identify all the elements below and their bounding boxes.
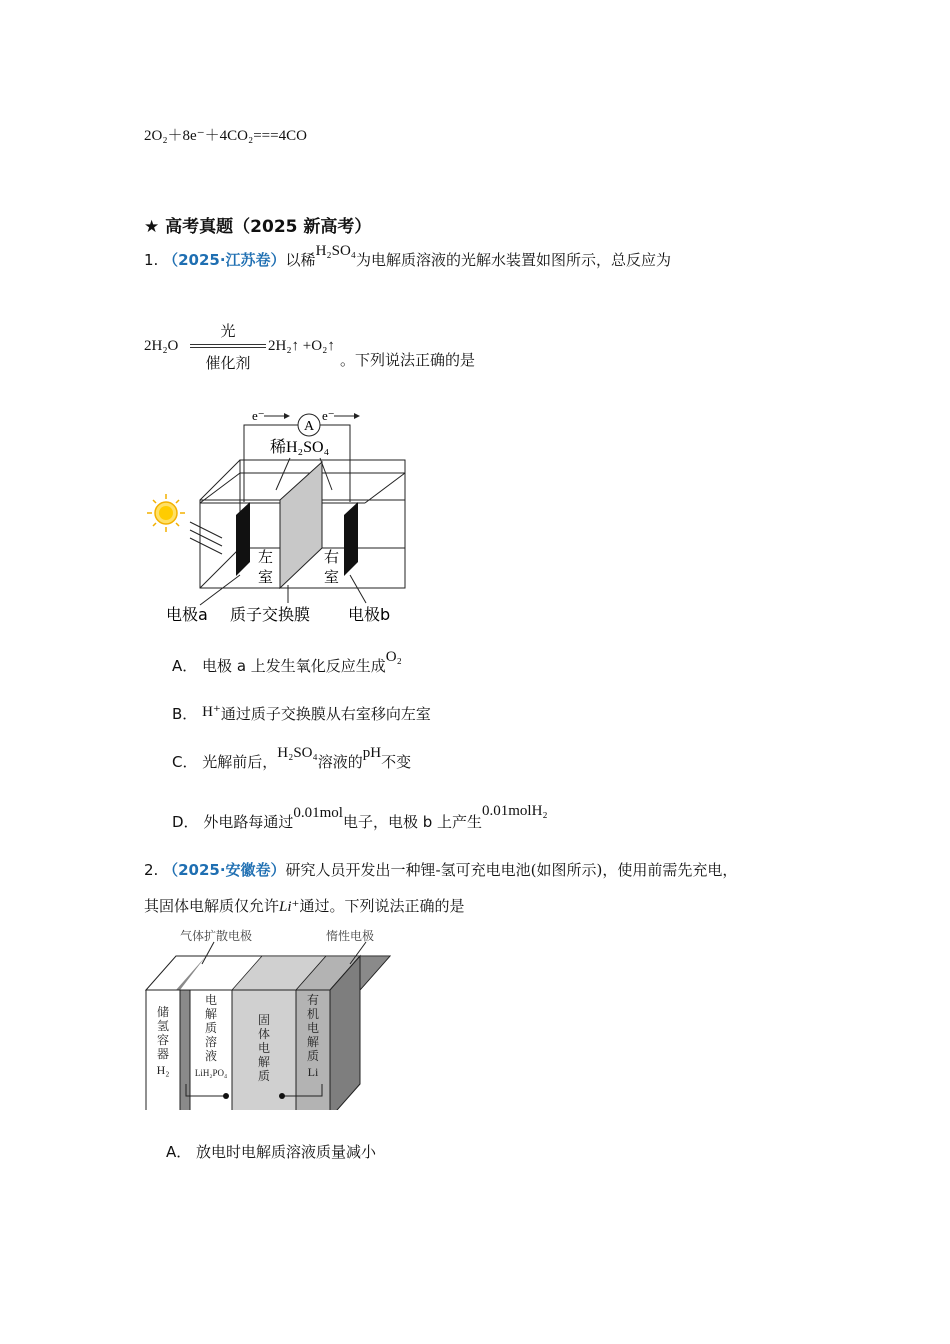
ion-formula: Li⁺: [279, 899, 300, 915]
question-source: （2025·安徽卷）: [163, 861, 286, 879]
question-number: 1.: [144, 251, 159, 269]
option-text: 电极 a 上发生氧化反应生成: [202, 657, 386, 675]
products: 2H₂↑ +O₂↑: [268, 338, 335, 354]
left-chamber-bottom: 室: [258, 568, 274, 586]
box2-formula: LiH₂PO₄: [194, 1068, 228, 1078]
option-formula: H⁺: [202, 704, 221, 720]
pointer-line: [276, 458, 290, 490]
box3-label: 固: [257, 1013, 271, 1027]
section-title: ★ 高考真题（2025 新高考）: [144, 217, 372, 237]
solution-label: 稀H₂SO₄: [270, 439, 330, 456]
condition-bottom: 催化剂: [205, 356, 251, 372]
option-formula: 0.01molH₂: [482, 803, 548, 819]
stem-text: 为电解质溶液的光解水装置如图所示，总反应为: [356, 251, 672, 269]
reaction-tail: 。下列说法正确的是: [340, 351, 476, 369]
photolysis-diagram: [140, 400, 430, 630]
battery-diagram: [140, 924, 400, 1110]
sun-icon: [147, 494, 185, 532]
option-text: 溶液的: [317, 753, 363, 771]
reactant: 2H₂O: [144, 338, 179, 354]
question-2-stem-line2: [144, 896, 464, 917]
option-letter: A．: [166, 1143, 192, 1161]
box1-label: 储: [156, 1005, 170, 1019]
option-formula: 0.01mol: [293, 805, 343, 821]
box4-label: 电: [306, 1021, 320, 1035]
pointer-line: [200, 575, 240, 605]
inert-electrode-label: 惰性电极: [326, 929, 375, 943]
box1-label: 器: [156, 1047, 170, 1061]
right-chamber-top: 右: [324, 548, 340, 566]
option-formula: pH: [362, 745, 382, 761]
right-chamber-bottom: 室: [324, 568, 340, 586]
box2-label: 电: [204, 993, 218, 1007]
question-number: 2.: [144, 861, 159, 879]
box4-formula: Li: [307, 1065, 319, 1079]
equals-line: [190, 344, 266, 345]
option-letter: B．: [172, 705, 198, 723]
box2-label: 液: [204, 1049, 218, 1063]
q2-option-a[interactable]: [166, 1142, 376, 1162]
box1-formula: H₂: [156, 1063, 170, 1077]
box4-label: 质: [306, 1049, 320, 1063]
option-letter: C．: [172, 753, 198, 771]
box4-label: 解: [306, 1035, 320, 1049]
option-formula: O₂: [385, 649, 402, 665]
stem-text: 通过。下列说法正确的是: [299, 897, 465, 915]
electron-label-left: e⁻: [252, 408, 265, 423]
question-2-stem: [144, 860, 737, 880]
box3-label: 质: [257, 1069, 271, 1083]
stem-text: 研究人员开发出一种锂-氢可充电电池(如图所示)，使用前需先充电，: [285, 861, 738, 879]
option-d[interactable]: [172, 803, 548, 833]
option-letter: A．: [172, 657, 198, 675]
box2-label: 质: [204, 1021, 218, 1035]
box2-label: 解: [204, 1007, 218, 1021]
stem-text: 其固体电解质仅允许: [144, 897, 280, 915]
box1-label: 容: [156, 1033, 170, 1047]
box1-label: 氢: [156, 1019, 170, 1033]
membrane-label: 质子交换膜: [230, 605, 311, 624]
option-text: 电子，电极 b 上产生: [342, 813, 483, 831]
ammeter-label: A: [303, 419, 315, 434]
question-1-stem: [144, 243, 672, 271]
question-source: （2025·江苏卷）: [163, 251, 286, 269]
condition-top: 光: [220, 324, 236, 340]
gas-electrode-label: 气体扩散电极: [180, 929, 253, 943]
left-chamber-top: 左: [258, 548, 274, 566]
electron-label-right: e⁻: [322, 408, 335, 423]
reaction-equation: [144, 320, 544, 372]
option-text: 不变: [381, 753, 412, 771]
option-letter: D．: [172, 813, 199, 831]
electrode-b-label: 电极b: [348, 605, 391, 624]
box3-label: 电: [257, 1041, 271, 1055]
option-text: 光解前后，: [202, 753, 278, 771]
option-b[interactable]: [172, 704, 431, 725]
option-c[interactable]: [172, 745, 412, 773]
box3-label: 体: [257, 1027, 271, 1041]
stem-text: 以稀: [285, 251, 316, 269]
top-equation: 2O₂＋8e⁻＋4CO₂===4CO: [144, 128, 307, 144]
equals-line: [190, 347, 266, 348]
box2-label: 溶: [204, 1035, 218, 1049]
box4-label: 机: [306, 1007, 320, 1021]
option-formula: H₂SO₄: [277, 745, 318, 761]
box3-label: 解: [257, 1055, 271, 1069]
option-text: 通过质子交换膜从右室移向左室: [220, 705, 431, 723]
box4-label: 有: [306, 993, 320, 1007]
formula-h2so4: H₂SO₄: [315, 243, 357, 259]
option-a[interactable]: [172, 649, 402, 677]
electrode-a-label: 电极a: [166, 605, 208, 624]
pointer-line: [350, 575, 366, 603]
option-text: 放电时电解质溶液质量减小: [196, 1143, 377, 1161]
option-text: 外电路每通过: [203, 813, 294, 831]
